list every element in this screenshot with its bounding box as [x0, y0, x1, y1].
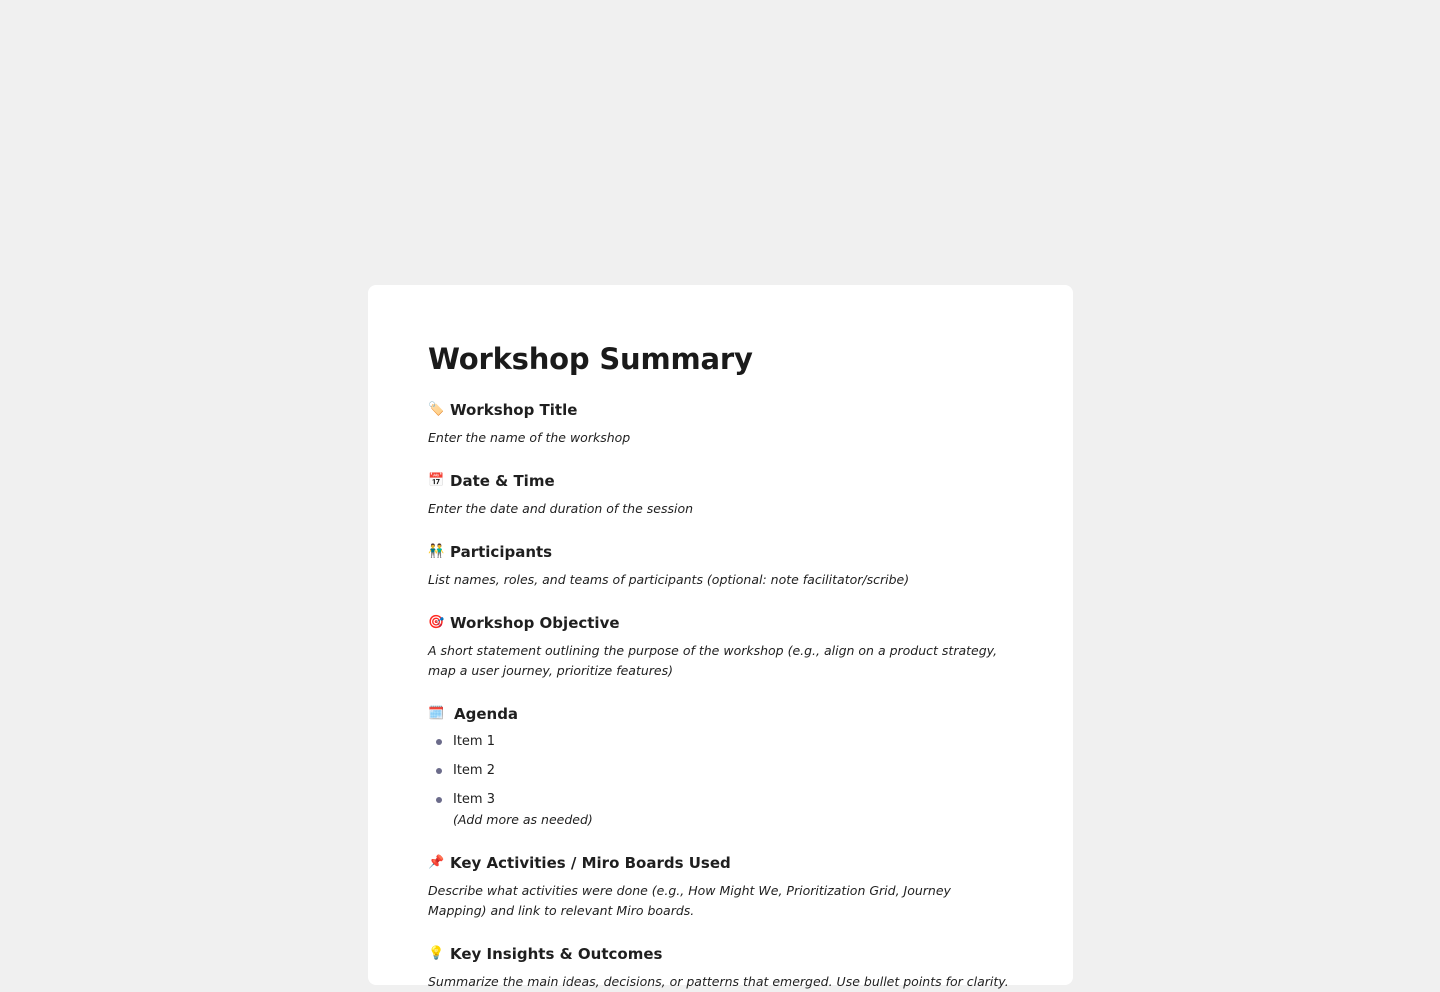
calendar-icon: 📅	[428, 473, 445, 488]
section-heading[interactable]	[428, 851, 1013, 875]
section-heading[interactable]	[428, 611, 1013, 635]
bullet-icon	[436, 797, 442, 803]
section-hint[interactable]: Enter the name of the workshop	[428, 430, 631, 445]
target-icon: 🎯	[428, 615, 445, 630]
section-workshop-objective	[428, 611, 1013, 681]
list-item[interactable]	[428, 790, 1013, 830]
calendar-notepad-icon: 🗓️	[428, 706, 445, 721]
bullet-icon	[436, 739, 442, 745]
section-date-time	[428, 469, 1013, 519]
section-hint[interactable]: A short statement outlining the purpose of the workshop (e.g., align on a product strategy, map a user journey, prioritize features)	[428, 643, 998, 678]
section-heading-text: Key Activities / Miro Boards Used	[450, 854, 731, 872]
section-heading-text: Date & Time	[450, 472, 555, 490]
section-heading-text: Key Insights & Outcomes	[450, 945, 663, 963]
section-heading[interactable]	[428, 540, 1013, 564]
section-key-activities	[428, 851, 1013, 921]
lightbulb-icon: 💡	[428, 946, 445, 961]
section-heading-text: Agenda	[454, 705, 519, 723]
section-hint[interactable]: Enter the date and duration of the session	[428, 501, 694, 516]
section-heading-text: Workshop Title	[450, 401, 578, 419]
page-title[interactable]: Workshop Summary	[428, 342, 753, 376]
section-hint[interactable]: Describe what activities were done (e.g., How Might We, Prioritization Grid, Journey Mapping) and link to relevant Miro boards.	[428, 883, 951, 918]
agenda-note: (Add more as needed)	[453, 812, 593, 827]
document-card	[368, 285, 1073, 989]
section-key-insights	[428, 942, 1013, 992]
section-workshop-title	[428, 398, 1013, 448]
section-heading-text: Participants	[450, 543, 553, 561]
list-item-text: Item 1	[453, 734, 495, 749]
list-item-text: Item 2	[453, 763, 495, 778]
people-holding-hands-icon: 👬	[428, 544, 445, 559]
section-heading[interactable]	[428, 942, 1013, 966]
section-agenda	[428, 702, 1013, 830]
section-heading[interactable]	[428, 469, 1013, 493]
section-heading[interactable]	[428, 702, 1013, 726]
agenda-list	[428, 732, 1013, 830]
list-item-text: Item 3	[453, 792, 495, 807]
pushpin-icon: 📌	[428, 855, 445, 870]
list-item[interactable]	[428, 732, 1013, 752]
section-heading-text: Workshop Objective	[450, 614, 620, 632]
section-heading[interactable]	[428, 398, 1013, 422]
list-item[interactable]	[428, 761, 1013, 781]
section-participants	[428, 540, 1013, 590]
section-hint[interactable]: List names, roles, and teams of participants (optional: note facilitator/scribe)	[428, 572, 910, 587]
section-hint[interactable]: Summarize the main ideas, decisions, or patterns that emerged. Use bullet points for clarity.	[428, 974, 1009, 989]
bullet-icon	[436, 768, 442, 774]
label-tag-icon: 🏷️	[428, 402, 445, 417]
